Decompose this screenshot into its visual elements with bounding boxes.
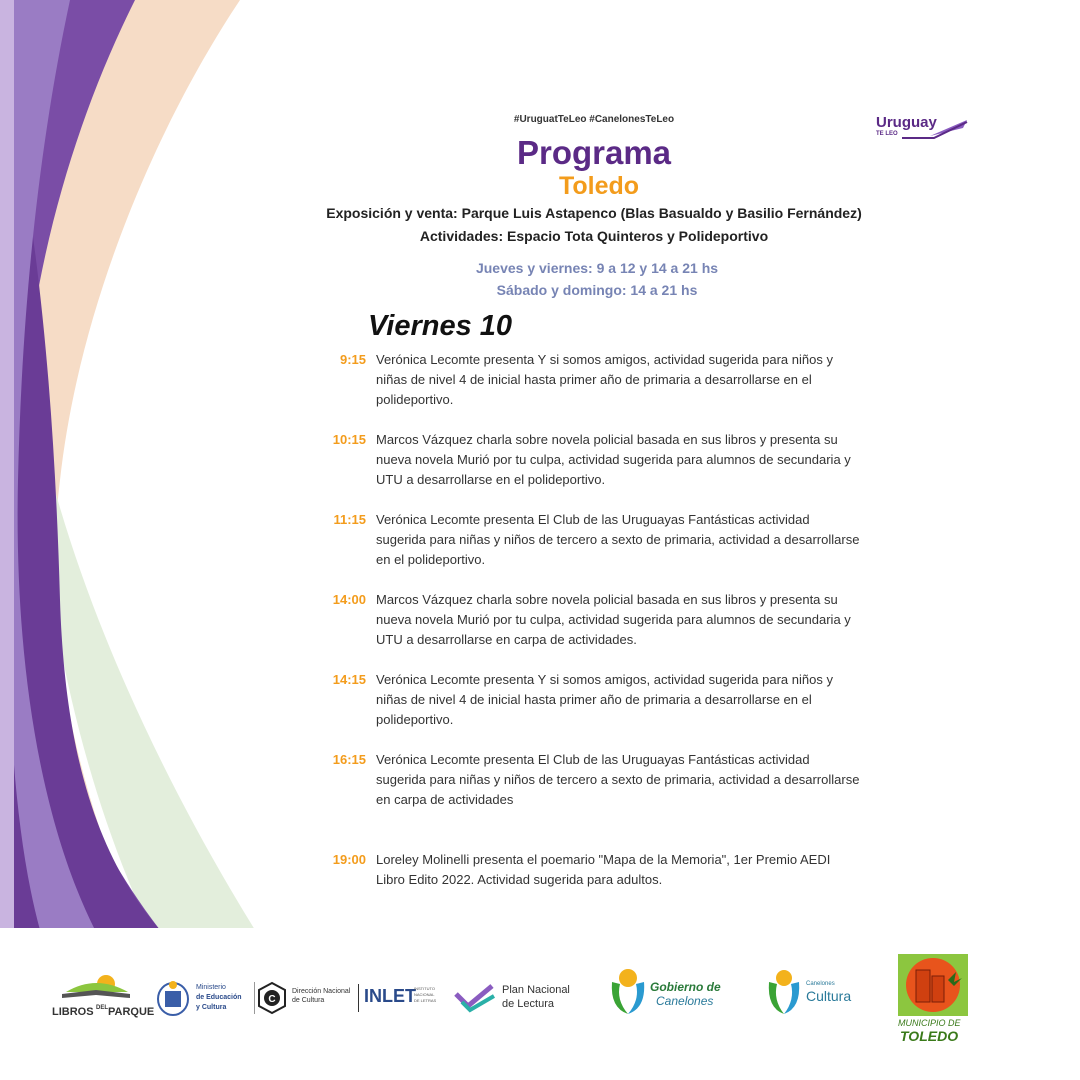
event-time: 11:15 bbox=[333, 512, 366, 527]
libros-word: LIBROS bbox=[52, 1006, 94, 1018]
inlet-logo bbox=[358, 984, 448, 1014]
plan-line2: de Lectura bbox=[502, 998, 554, 1010]
municipio-line1: MUNICIPIO DE bbox=[898, 1018, 961, 1028]
inlet-small3: DE LETRAS bbox=[414, 998, 437, 1003]
canelones-leaf-icon bbox=[766, 968, 802, 1018]
event-time: 16:15 bbox=[332, 752, 366, 767]
event-description: Marcos Vázquez charla sobre novela policial basada en sus libros y presenta su nueva novela Murió por tu culpa, actividad sugerida para alumnos de secundaria y UTU a desarrollarse en el polideportivo. bbox=[376, 432, 851, 487]
municipio-toledo-logo bbox=[896, 952, 972, 1046]
svg-text:C: C bbox=[268, 994, 276, 1005]
plan-line1: Plan Nacional bbox=[502, 984, 570, 996]
book-landscape-icon bbox=[48, 972, 144, 1004]
event-time: 19:00 bbox=[332, 852, 366, 867]
day-heading: Viernes 10 bbox=[368, 310, 513, 342]
hours-weekday: Jueves y viernes: 9 a 12 y 14 a 21 hs bbox=[475, 260, 719, 276]
ministerio-line1: Ministerio bbox=[196, 984, 226, 991]
gobierno-line1: Gobierno de bbox=[650, 980, 721, 994]
direccion-cultura-logo bbox=[254, 980, 358, 1020]
brand-logo-word: Uruguay bbox=[876, 114, 937, 131]
page-subtitle: Toledo bbox=[558, 172, 640, 200]
event-description: Verónica Lecomte presenta Y si somos amigos, actividad sugerida para niños y niñas de nivel 4 de inicial hasta primer año de primaria a desarrollarse en el polideportivo. bbox=[376, 672, 833, 727]
ministerio-logo bbox=[156, 980, 250, 1020]
cultura-c-icon bbox=[254, 980, 290, 1016]
plan-nacional-lectura-logo bbox=[452, 980, 582, 1016]
canelones-cultura-logo bbox=[766, 968, 866, 1018]
separator-line bbox=[358, 984, 359, 1012]
event-description: Verónica Lecomte presenta Y si somos amigos, actividad sugerida para niños y niñas de nivel 4 de inicial hasta primer año de primaria a desarrollarse en el polideportivo. bbox=[376, 352, 833, 407]
event-time: 10:15 bbox=[332, 432, 366, 447]
coat-of-arms-icon bbox=[156, 980, 190, 1016]
libros-del-parque-logo bbox=[48, 972, 155, 1028]
hours-weekend: Sábado y domingo: 14 a 21 hs bbox=[496, 282, 698, 298]
municipio-line2: TOLEDO bbox=[900, 1028, 959, 1044]
event-time: 9:15 bbox=[339, 352, 366, 367]
checkmark-icon bbox=[452, 984, 498, 1014]
inlet-word: INLET bbox=[364, 986, 416, 1006]
activities-line: Actividades: Espacio Tota Quinteros y Polideportivo bbox=[419, 228, 769, 244]
del-word: DEL bbox=[96, 1005, 108, 1011]
venue-line: Exposición y venta: Parque Luis Astapenco (Blas Basualdo y Basilio Fernández) bbox=[326, 205, 862, 221]
ministerio-line3: y Cultura bbox=[196, 1004, 227, 1011]
event-time: 14:15 bbox=[332, 672, 366, 687]
gobierno-canelones-logo bbox=[608, 968, 738, 1018]
municipio-emblem-icon bbox=[896, 952, 970, 1018]
event-description: Marcos Vázquez charla sobre novela policial basada en sus libros y presenta su nueva novela Murió por tu culpa, actividad sugerida para alumnos de secundaria y UTU a desarrollarse en carpa de actividades. bbox=[376, 592, 851, 647]
inlet-small1: INSTITUTO bbox=[414, 986, 436, 991]
ministerio-line2: de Educación bbox=[196, 994, 242, 1001]
hashtags: #UruguatTeLeo #CanelonesTeLeo bbox=[513, 114, 675, 125]
inlet-small2: NACIONAL bbox=[414, 992, 435, 997]
brand-logo-sub: TE LEO bbox=[876, 131, 898, 137]
parque-word: PARQUE bbox=[108, 1006, 155, 1018]
canelones-leaf-icon bbox=[608, 968, 648, 1018]
cultura-word: Cultura bbox=[806, 988, 852, 1004]
gobierno-line2: Canelones bbox=[656, 994, 714, 1008]
direccion-line1: Dirección Nacional bbox=[292, 988, 351, 995]
cultura-small: Canelones bbox=[806, 981, 835, 987]
direccion-line2: de Cultura bbox=[292, 997, 325, 1004]
event-description: Verónica Lecomte presenta El Club de las Uruguayas Fantásticas actividad sugerida para niñas y niños de tercero a sexto de primaria, actividad a desarrollarse en el polideportivo. bbox=[376, 512, 860, 567]
event-description: Verónica Lecomte presenta El Club de las Uruguayas Fantásticas actividad sugerida para niñas y niños de tercero a sexto de primaria, actividad a desarrollarse en carpa de actividades bbox=[376, 752, 860, 807]
event-time: 14:00 bbox=[332, 592, 366, 607]
event-description: Loreley Molinelli presenta el poemario "Mapa de la Memoria", 1er Premio AEDI Libro Edito 2022. Actividad sugerida para adultos. bbox=[376, 852, 831, 887]
sponsor-footer bbox=[0, 928, 1080, 1080]
page-title: Programa bbox=[516, 134, 672, 171]
